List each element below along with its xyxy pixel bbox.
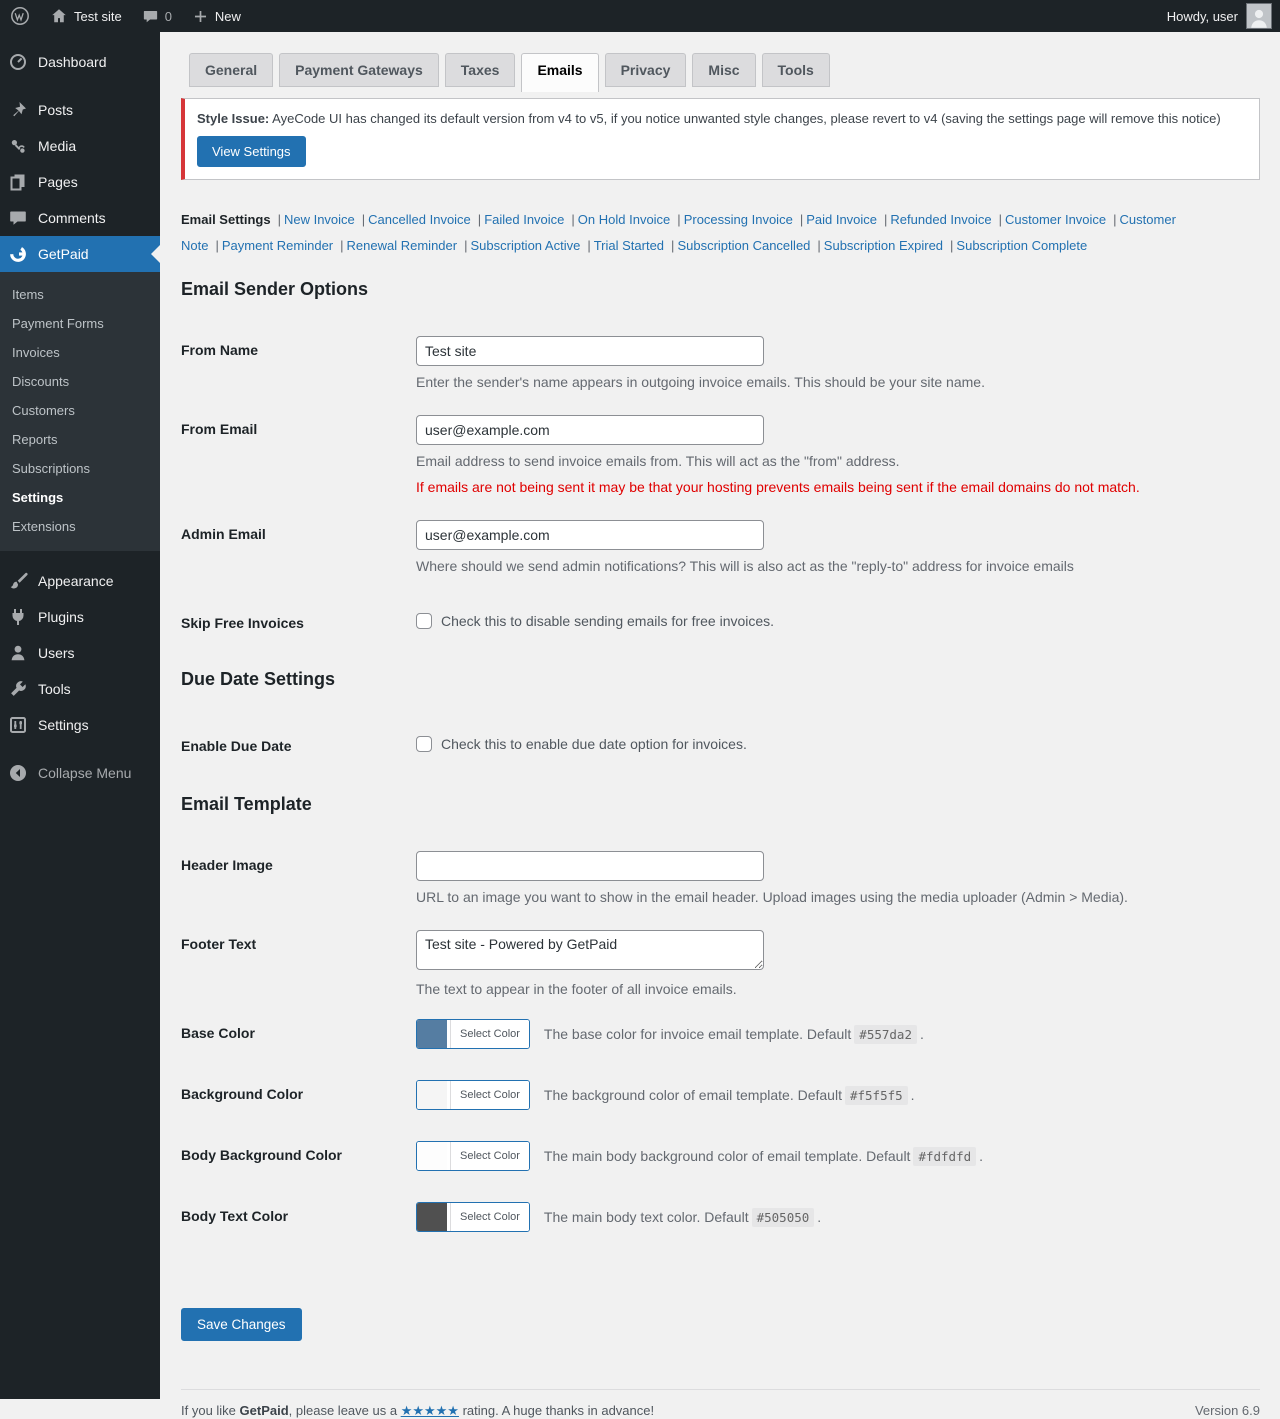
body-background-color-swatch	[417, 1142, 447, 1170]
from-email-input[interactable]	[416, 415, 764, 445]
from-name-input[interactable]	[416, 336, 764, 366]
notice-title: Style Issue:	[197, 111, 270, 126]
background-color-default-code: #f5f5f5	[845, 1086, 908, 1105]
wrench-icon	[8, 679, 28, 699]
menu-separator	[0, 551, 160, 563]
skip-free-invoices-label: Skip Free Invoices	[181, 615, 304, 631]
header-image-input[interactable]	[416, 851, 764, 881]
style-issue-notice	[181, 98, 1260, 180]
site-name-label: Test site	[74, 8, 122, 24]
heading-email-template: Email Template	[181, 794, 312, 814]
plus-icon	[192, 8, 209, 25]
body-background-color-help: The main body background color of email template. Default #fdfdfd .	[543, 1148, 984, 1164]
background-color-help: The background color of email template. Default #f5f5f5 .	[543, 1087, 915, 1103]
sliders-icon	[8, 715, 28, 735]
select-color-label: Select Color	[450, 1142, 529, 1170]
sidebar-item-dashboard[interactable]	[0, 44, 160, 80]
tab-privacy[interactable]: Privacy	[605, 53, 687, 87]
paintbrush-icon	[8, 571, 28, 591]
admin-email-row	[181, 520, 1260, 574]
base-color-help: The base color for invoice email template. Default #557da2 .	[543, 1026, 924, 1042]
sidebar-item-label: Users	[38, 645, 75, 661]
body-text-color-label: Body Text Color	[181, 1208, 289, 1224]
submenu-item-reports[interactable]: Reports	[12, 432, 58, 447]
body-background-color-row	[181, 1141, 1260, 1171]
footer-text-help: The text to appear in the footer of all invoice emails.	[416, 981, 737, 997]
notice-text: Style Issue: AyeCode UI has changed its default version from v4 to v5, if you notice unwanted style changes, please revert to v4 (saving the settings page will remove this notice)	[197, 111, 1221, 126]
heading-email-sender-options: Email Sender Options	[181, 279, 369, 299]
submenu-item-customers[interactable]: Customers	[12, 403, 75, 418]
sidebar-item-comments[interactable]	[0, 200, 160, 236]
five-stars-rating-link[interactable]: ★★★★★	[400, 1403, 459, 1418]
media-icon	[8, 136, 28, 156]
submenu-item-subscriptions[interactable]: Subscriptions	[12, 461, 91, 476]
enable-due-date-row	[181, 732, 1260, 754]
submenu-item-extensions[interactable]: Extensions	[12, 519, 76, 534]
body-text-color-swatch	[417, 1203, 447, 1231]
background-color-row	[181, 1080, 1260, 1110]
background-color-swatch	[417, 1081, 447, 1109]
sidebar	[0, 32, 160, 1399]
wordpress-logo-icon	[10, 6, 30, 26]
footer-text-textarea[interactable]	[416, 930, 764, 970]
submenu-item-discounts[interactable]: Discounts	[12, 374, 70, 389]
email-nav-link-failed-invoice[interactable]: Failed Invoice	[484, 212, 565, 227]
sidebar-item-label: Settings	[38, 717, 89, 733]
email-nav-link-paid-invoice[interactable]: Paid Invoice	[806, 212, 878, 227]
comments-bubble-link[interactable]	[132, 0, 182, 32]
body-background-color-default-code: #fdfdfd	[913, 1147, 976, 1166]
sidebar-item-getpaid[interactable]	[0, 236, 160, 272]
base-color-default-code: #557da2	[854, 1025, 917, 1044]
getpaid-submenu	[0, 272, 160, 551]
footer-text-label: Footer Text	[181, 936, 257, 952]
collapse-menu-button[interactable]	[0, 755, 160, 791]
menu-separator	[0, 743, 160, 755]
email-nav-link-customer-note[interactable]: Customer Note	[181, 212, 1176, 253]
header-image-label: Header Image	[181, 857, 273, 873]
sidebar-item-tools[interactable]	[0, 671, 160, 707]
from-email-label: From Email	[181, 421, 258, 437]
body-background-color-picker-button[interactable]	[416, 1141, 530, 1171]
pages-icon	[8, 172, 28, 192]
from-name-help: Enter the sender's name appears in outgoing invoice emails. This should be your site name.	[416, 374, 985, 390]
version-label: Version 6.9	[1194, 1403, 1260, 1418]
heading-due-date-settings: Due Date Settings	[181, 669, 336, 689]
getpaid-logo-icon	[8, 244, 28, 264]
sidebar-item-label: Media	[38, 138, 77, 154]
from-name-row	[181, 336, 1260, 390]
sidebar-item-label: Comments	[38, 210, 106, 226]
email-nav-link-processing-invoice[interactable]: Processing Invoice	[683, 212, 793, 227]
email-nav-link-refunded-invoice[interactable]: Refunded Invoice	[890, 212, 992, 227]
email-nav-link-renewal-reminder[interactable]: Renewal Reminder	[346, 238, 458, 253]
header-image-row	[181, 851, 1260, 905]
rating-request: If you like GetPaid, please leave us a ★★★★★ rating. A huge thanks in advance!	[181, 1403, 655, 1418]
pushpin-icon	[8, 100, 28, 120]
enable-due-date-help: Check this to enable due date option for invoices.	[441, 736, 747, 752]
admin-email-input[interactable]	[416, 520, 764, 550]
sidebar-item-plugins[interactable]	[0, 599, 160, 635]
admin-bar	[0, 0, 1280, 32]
from-email-help: Email address to send invoice emails from. This will act as the "from" address.	[416, 453, 900, 469]
wordpress-menu[interactable]	[0, 0, 40, 32]
sidebar-item-label: Appearance	[38, 573, 114, 589]
email-nav-link-new-invoice[interactable]: New Invoice	[283, 212, 355, 227]
plug-icon	[8, 607, 28, 627]
sidebar-item-users[interactable]	[0, 635, 160, 671]
skip-free-invoices-row	[181, 609, 1260, 631]
base-color-swatch	[417, 1020, 447, 1048]
tab-misc[interactable]: Misc	[692, 53, 755, 87]
body-text-color-row	[181, 1202, 1260, 1232]
comments-count: 0	[164, 8, 172, 24]
body-text-color-default-code: #505050	[752, 1208, 815, 1227]
main-content	[160, 0, 1280, 1419]
sidebar-item-pages[interactable]	[0, 164, 160, 200]
from-email-warning: If emails are not being sent it may be that your hosting prevents emails being sent if the email domains do not match.	[416, 479, 1140, 495]
background-color-label: Background Color	[181, 1086, 304, 1102]
base-color-label: Base Color	[181, 1025, 255, 1041]
from-name-label: From Name	[181, 342, 259, 358]
email-nav-link-subscription-cancelled[interactable]: Subscription Cancelled	[677, 238, 811, 253]
email-nav-link-customer-invoice[interactable]: Customer Invoice	[1005, 212, 1107, 227]
header-image-help: URL to an image you want to show in the email header. Upload images using the media uploader (Admin > Media).	[416, 889, 1128, 905]
base-color-picker-button[interactable]	[416, 1019, 530, 1049]
admin-email-help: Where should we send admin notifications? This will is also act as the "reply-to" address for invoice emails	[416, 558, 1074, 574]
new-content-link[interactable]	[182, 0, 251, 32]
sidebar-item-posts[interactable]	[0, 92, 160, 128]
submenu-item-items[interactable]: Items	[12, 287, 44, 302]
email-nav-link-on-hold-invoice[interactable]: On Hold Invoice	[577, 212, 671, 227]
email-nav-link-payment-reminder[interactable]: Payment Reminder	[221, 238, 334, 253]
email-sections-nav: Email Settings | New Invoice | Cancelled Invoice | Failed Invoice | On Hold Invoice | Processing Invoice | Paid Invoice | Refunded Invoice | Customer Invoice | Customer Note | Payment Reminder | Renewal Reminder | Subscription Active | Trial Started | Subscription Cancelled | Subscription Expired | Subscription Complete	[181, 212, 1176, 253]
comment-bubble-icon	[8, 208, 28, 228]
dashboard-icon	[8, 52, 28, 72]
sidebar-item-label: Plugins	[38, 609, 84, 625]
select-color-label: Select Color	[450, 1203, 529, 1231]
body-text-color-help: The main body text color. Default #505050 .	[543, 1209, 822, 1225]
email-nav-link-subscription-complete[interactable]: Subscription Complete	[956, 238, 1088, 253]
site-name-link[interactable]	[40, 0, 132, 32]
select-color-label: Select Color	[450, 1081, 529, 1109]
new-label: New	[214, 8, 241, 24]
sidebar-item-label: Collapse Menu	[38, 765, 132, 781]
base-color-row	[181, 1019, 1260, 1049]
select-color-label: Select Color	[450, 1020, 529, 1048]
from-email-row	[181, 415, 1260, 495]
email-nav-link-trial-started[interactable]: Trial Started	[593, 238, 665, 253]
skip-free-invoices-help: Check this to disable sending emails for free invoices.	[441, 613, 775, 629]
sidebar-item-label: GetPaid	[38, 246, 89, 262]
tab-taxes[interactable]: Taxes	[445, 53, 516, 87]
comment-bubble-icon	[142, 8, 159, 25]
active-menu-arrow	[151, 245, 160, 263]
sidebar-item-appearance[interactable]	[0, 563, 160, 599]
home-icon	[50, 7, 68, 25]
email-nav-link-subscription-active[interactable]: Subscription Active	[470, 238, 581, 253]
footer-text-row	[181, 930, 1260, 997]
menu-separator	[0, 80, 160, 92]
tab-emails[interactable]: Emails	[521, 53, 598, 92]
submenu-item-invoices[interactable]: Invoices	[12, 345, 60, 360]
email-nav-link-cancelled-invoice[interactable]: Cancelled Invoice	[368, 212, 471, 227]
settings-tabs	[181, 53, 1260, 92]
view-settings-button[interactable]: View Settings	[197, 136, 306, 167]
sidebar-item-settings[interactable]	[0, 707, 160, 743]
sidebar-item-label: Pages	[38, 174, 78, 190]
avatar	[1246, 3, 1272, 29]
admin-email-label: Admin Email	[181, 526, 266, 542]
body-background-color-label: Body Background Color	[181, 1147, 343, 1163]
collapse-arrow-icon	[8, 763, 28, 783]
save-changes-button[interactable]: Save Changes	[181, 1308, 302, 1341]
sidebar-item-label: Dashboard	[38, 54, 107, 70]
sidebar-item-label: Tools	[38, 681, 71, 697]
submenu-item-settings[interactable]: Settings	[12, 490, 64, 505]
page-footer	[181, 1389, 1260, 1419]
tab-payment-gateways[interactable]: Payment Gateways	[279, 53, 439, 87]
user-icon	[8, 643, 28, 663]
tab-general[interactable]: General	[189, 53, 273, 87]
account-menu[interactable]	[1167, 0, 1280, 32]
enable-due-date-checkbox[interactable]	[416, 736, 432, 752]
getpaid-brand: GetPaid	[239, 1403, 289, 1418]
background-color-picker-button[interactable]	[416, 1080, 530, 1110]
body-text-color-picker-button[interactable]	[416, 1202, 530, 1232]
email-nav-link-subscription-expired[interactable]: Subscription Expired	[823, 238, 944, 253]
howdy-label: Howdy, user	[1166, 8, 1238, 24]
skip-free-invoices-checkbox[interactable]	[416, 613, 432, 629]
submenu-item-payment-forms[interactable]: Payment Forms	[12, 316, 104, 331]
enable-due-date-label: Enable Due Date	[181, 738, 292, 754]
email-nav-current: Email Settings	[181, 212, 271, 227]
tab-tools[interactable]: Tools	[762, 53, 830, 87]
sidebar-item-media[interactable]	[0, 128, 160, 164]
sidebar-item-label: Posts	[38, 102, 74, 118]
